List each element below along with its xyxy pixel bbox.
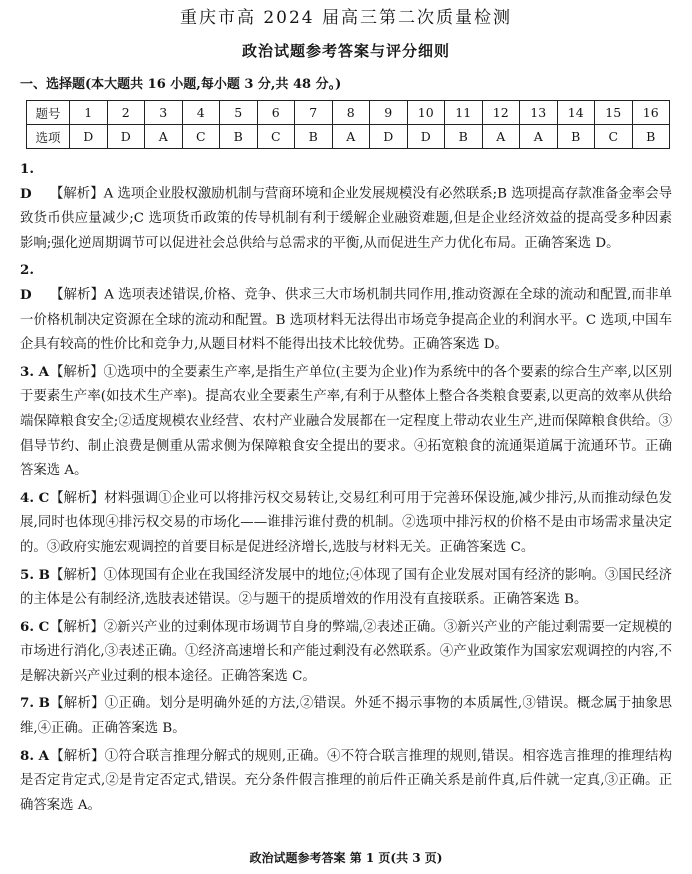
answer-row — [27, 125, 670, 149]
item-text: 【解析】A 选项企业股权激励机制与营商环境和企业发展规模没有必然联系;B 选项提高存款准备金率会导致货币供应量减少;C 选项货币政策的传导机制有利于缓解企业融资难题,但是企业经济效益的提高受多种因素影响;强化逆周期调节可以促进社会总供给与总需求的平衡,从而促进生产力优化布局。正确答案选 D。 — [20, 186, 672, 251]
question-number: 10 — [407, 101, 445, 125]
answer-cell: A — [520, 125, 558, 149]
explanation-item — [20, 691, 672, 741]
answer-cell: D — [107, 125, 145, 149]
answer-cell: A — [145, 125, 183, 149]
question-number: 15 — [595, 101, 633, 125]
item-number: 8. A — [20, 747, 50, 764]
exam-title: 重庆市高 2024 届高三第二次质量检测 — [179, 8, 513, 28]
question-number: 8 — [332, 101, 370, 125]
item-text: 【解析】①体现国有企业在我国经济发展中的地位;④体现了国有企业发展对国有经济的影响。③国民经济的主体是公有制经济,选肢表述错误。②与题干的提质增效的作用没有直接联系。正确答案选 B。 — [20, 567, 672, 608]
item-number: 6. C — [20, 618, 50, 635]
explanation-list — [20, 157, 672, 818]
answer-cell: B — [295, 125, 333, 149]
question-number: 3 — [145, 101, 183, 125]
item-text: 【解析】②新兴产业的过剩体现市场调节自身的弊端,②表述正确。③新兴产业的产能过剩需要一定规模的市场进行消化,③表述正确。①经济高速增长和产能过剩没有必然联系。④产业政策作为国家宏观调控的内容,不是解决新兴产业过剩的根本途径。正确答案选 C。 — [20, 619, 672, 684]
explanation-item — [20, 258, 672, 357]
row-label-answer: 选项 — [27, 125, 70, 149]
answer-cell: D — [370, 125, 408, 149]
item-text: 【解析】材料强调①企业可以将排污权交易转让,交易红利可用于完善环保设施,减少排污,从而推动绿色发展,同时也体现④排污权交易的市场化——谁排污谁付费的机制。②选项中排污权的价格不是由市场需求量决定的。③政府实施宏观调控的首要目标是促进经济增长,选肢与材料无关。正确答案选 C。 — [20, 490, 672, 555]
question-number: 16 — [632, 101, 670, 125]
question-number: 7 — [295, 101, 333, 125]
question-number: 1 — [70, 101, 108, 125]
explanation-item — [20, 486, 672, 561]
item-number: 2. D — [20, 262, 34, 303]
row-label-number: 题号 — [27, 101, 70, 125]
answer-cell: C — [257, 125, 295, 149]
question-number: 9 — [370, 101, 408, 125]
answer-cell: B — [445, 125, 483, 149]
question-number: 6 — [257, 101, 295, 125]
page-footer: 政治试题参考答案 第 1 页(共 3 页) — [249, 851, 443, 865]
answer-cell: B — [557, 125, 595, 149]
document-subtitle: 政治试题参考答案与评分细则 — [241, 42, 450, 60]
answer-cell: C — [595, 125, 633, 149]
answer-cell: B — [220, 125, 258, 149]
answer-cell: D — [70, 125, 108, 149]
explanation-item — [20, 157, 672, 256]
answer-cell: A — [332, 125, 370, 149]
answer-cell: C — [182, 125, 220, 149]
item-text: 【解析】①选项中的全要素生产率,是指生产单位(主要为企业)作为系统中的各个要素的综合生产率,以区别于要素生产率(如技术生产率)。提高农业全要素生产率,有利于从整体上整合各类粮食要素,以更高的效率从供给端保障粮食安全;②适度规模农业经营、农村产业融合发展都在一定程度上带动农业生产,进而保障粮食供给。③倡导节约、制止浪费是侧重从需求侧为保障粮食安全提出的要求。④拓宽粮食的流通渠道属于流通环节。正确答案选 A。 — [20, 364, 672, 479]
explanation-item — [20, 744, 672, 819]
item-text: 【解析】A 选项表述错误,价格、竞争、供求三大市场机制共同作用,推动资源在全球的流动和配置,而非单一价格机制决定资源在全球的流动和配置。B 选项材料无法得出市场竞争提高企业的利润水平。C 选项,中国车企具有较高的性价比和竞争力,从题目材料不能得出技术比较优势。正确答案选 D。 — [20, 287, 672, 353]
item-text: 【解析】①符合联言推理分解式的规则,正确。④不符合联言推理的规则,错误。相容选言推理的推理结构是否定肯定式,②是肯定否定式,错误。充分条件假言推理的前后件正确关系是前件真,后件就一定真,③正确。正确答案选 A。 — [20, 748, 672, 813]
item-number: 5. B — [20, 566, 50, 583]
question-number: 14 — [557, 101, 595, 125]
question-number: 13 — [520, 101, 558, 125]
question-number: 11 — [445, 101, 483, 125]
section-heading: 一、选择题(本大题共 16 小题,每小题 3 分,共 48 分。) — [20, 77, 342, 92]
question-number: 2 — [107, 101, 145, 125]
explanation-item — [20, 615, 672, 690]
answer-cell: A — [482, 125, 520, 149]
question-number: 4 — [182, 101, 220, 125]
answer-table — [26, 100, 670, 149]
question-number-row — [27, 101, 670, 125]
answer-cell: D — [407, 125, 445, 149]
item-number: 1. D — [20, 161, 34, 202]
question-number: 12 — [482, 101, 520, 125]
item-number: 4. C — [20, 489, 50, 506]
answer-cell: B — [632, 125, 670, 149]
explanation-item — [20, 563, 672, 613]
item-number: 3. A — [20, 363, 50, 380]
explanation-item — [20, 360, 672, 484]
question-number: 5 — [220, 101, 258, 125]
item-number: 7. B — [20, 695, 50, 712]
item-text: 【解析】①正确。划分是明确外延的方法,②错误。外延不揭示事物的本质属性,③错误。概念属于抽象思维,④正确。正确答案选 B。 — [20, 696, 672, 737]
